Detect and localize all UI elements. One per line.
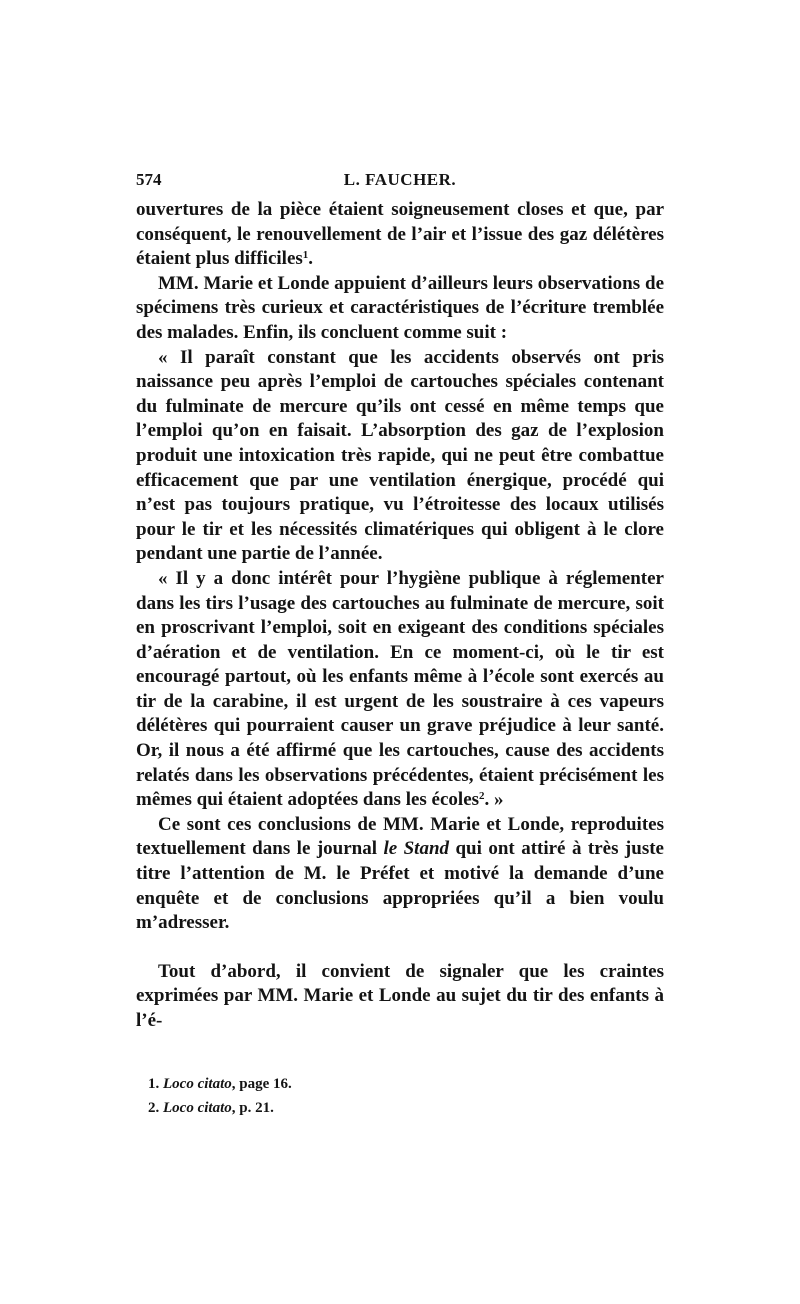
journal-title: le Stand xyxy=(383,838,450,860)
footnote-ref-text: , page 16. xyxy=(231,1076,292,1092)
section-gap xyxy=(136,936,664,960)
footnote-2 xyxy=(136,1096,664,1120)
body-text xyxy=(136,198,664,1034)
paragraph-2: MM. Marie et Londe appuient d’ailleurs leurs observations de spécimens très curieux et caractéristiques de l’écriture tremblée des malades. Enfin, ils concluent comme suit : xyxy=(136,272,664,343)
paragraph-6: Tout d’abord, il convient de signaler que les craintes exprimées par MM. Marie et Londe au sujet du tir des enfants à l’é- xyxy=(136,960,664,1031)
paragraph-3-quote: « Il paraît constant que les accidents observés ont pris naissance peu après l’emploi de cartouches spéciales contenant du fulminate de mercure qu’ils ont cessé en même temps que l’emploi qu’on en faisait. L’absorption des gaz de l’explosion produit une intoxication très rapide, qui ne peut être combattue efficacement que par une ventilation énergique, procédé qui n’est pas toujours pratique, vu l’étroitesse des locaux utilisés pour le tir et les nécessités climatériques qui obligent à le clore pendant une partie de l’année. xyxy=(136,346,664,565)
paragraph-4-end: . » xyxy=(484,789,504,811)
page-number: 574 xyxy=(136,170,162,189)
paragraph-1-text: ouvertures de la pièce étaient soigneusement closes et que, par conséquent, le renouvellement de l’air et l’issue des gaz délétères étaient plus difficiles xyxy=(136,199,664,270)
footnote-ref-2: 2 xyxy=(479,790,485,803)
footnote-number: 2. xyxy=(148,1100,160,1116)
paragraph-5 xyxy=(136,813,664,936)
footnotes xyxy=(136,1072,664,1120)
page-header xyxy=(136,170,664,196)
paragraph-4-quote xyxy=(136,567,664,813)
paragraph-1 xyxy=(136,198,664,272)
footnote-ref-text: , p. 21. xyxy=(231,1100,274,1116)
footnote-ref-1: 1 xyxy=(302,249,309,262)
footnote-source: Loco citato xyxy=(163,1076,232,1092)
footnote-number: 1. xyxy=(148,1076,160,1092)
footnote-source: Loco citato xyxy=(163,1100,232,1116)
footnote-1 xyxy=(136,1072,664,1096)
running-head: L. FAUCHER. xyxy=(343,170,457,189)
paragraph-5-end: qui ont attiré à très juste titre l’attention de M. le Préfet et motivé la demande d’une enquête et de conclusions appropriées qu’il a bien voulu m’adresser. xyxy=(136,838,664,934)
paragraph-1-end: . xyxy=(308,248,314,270)
paragraph-5-text: Ce sont ces conclusions de MM. Marie et Londe, reproduites textuellement dans le journal xyxy=(136,813,664,860)
paragraph-4-text: « Il y a donc intérêt pour l’hygiène publique à réglementer dans les tirs l’usage des cartouches au fulminate de mercure, soit en proscrivant l’emploi, soit en exigeant des conditions spéciales d’aération et de ventilation. En ce moment-ci, où le tir est encouragé partout, où les enfants même à l’école sont exercés au tir de la carabine, il est urgent de les soustraire à ces vapeurs délétères qui pourraient causer un grave préjudice à leur santé. Or, il nous a été affirmé que les cartouches, cause des accidents relatés dans les observations précédentes, étaient précisément les mêmes qui étaient adoptées dans les écoles xyxy=(136,567,664,811)
